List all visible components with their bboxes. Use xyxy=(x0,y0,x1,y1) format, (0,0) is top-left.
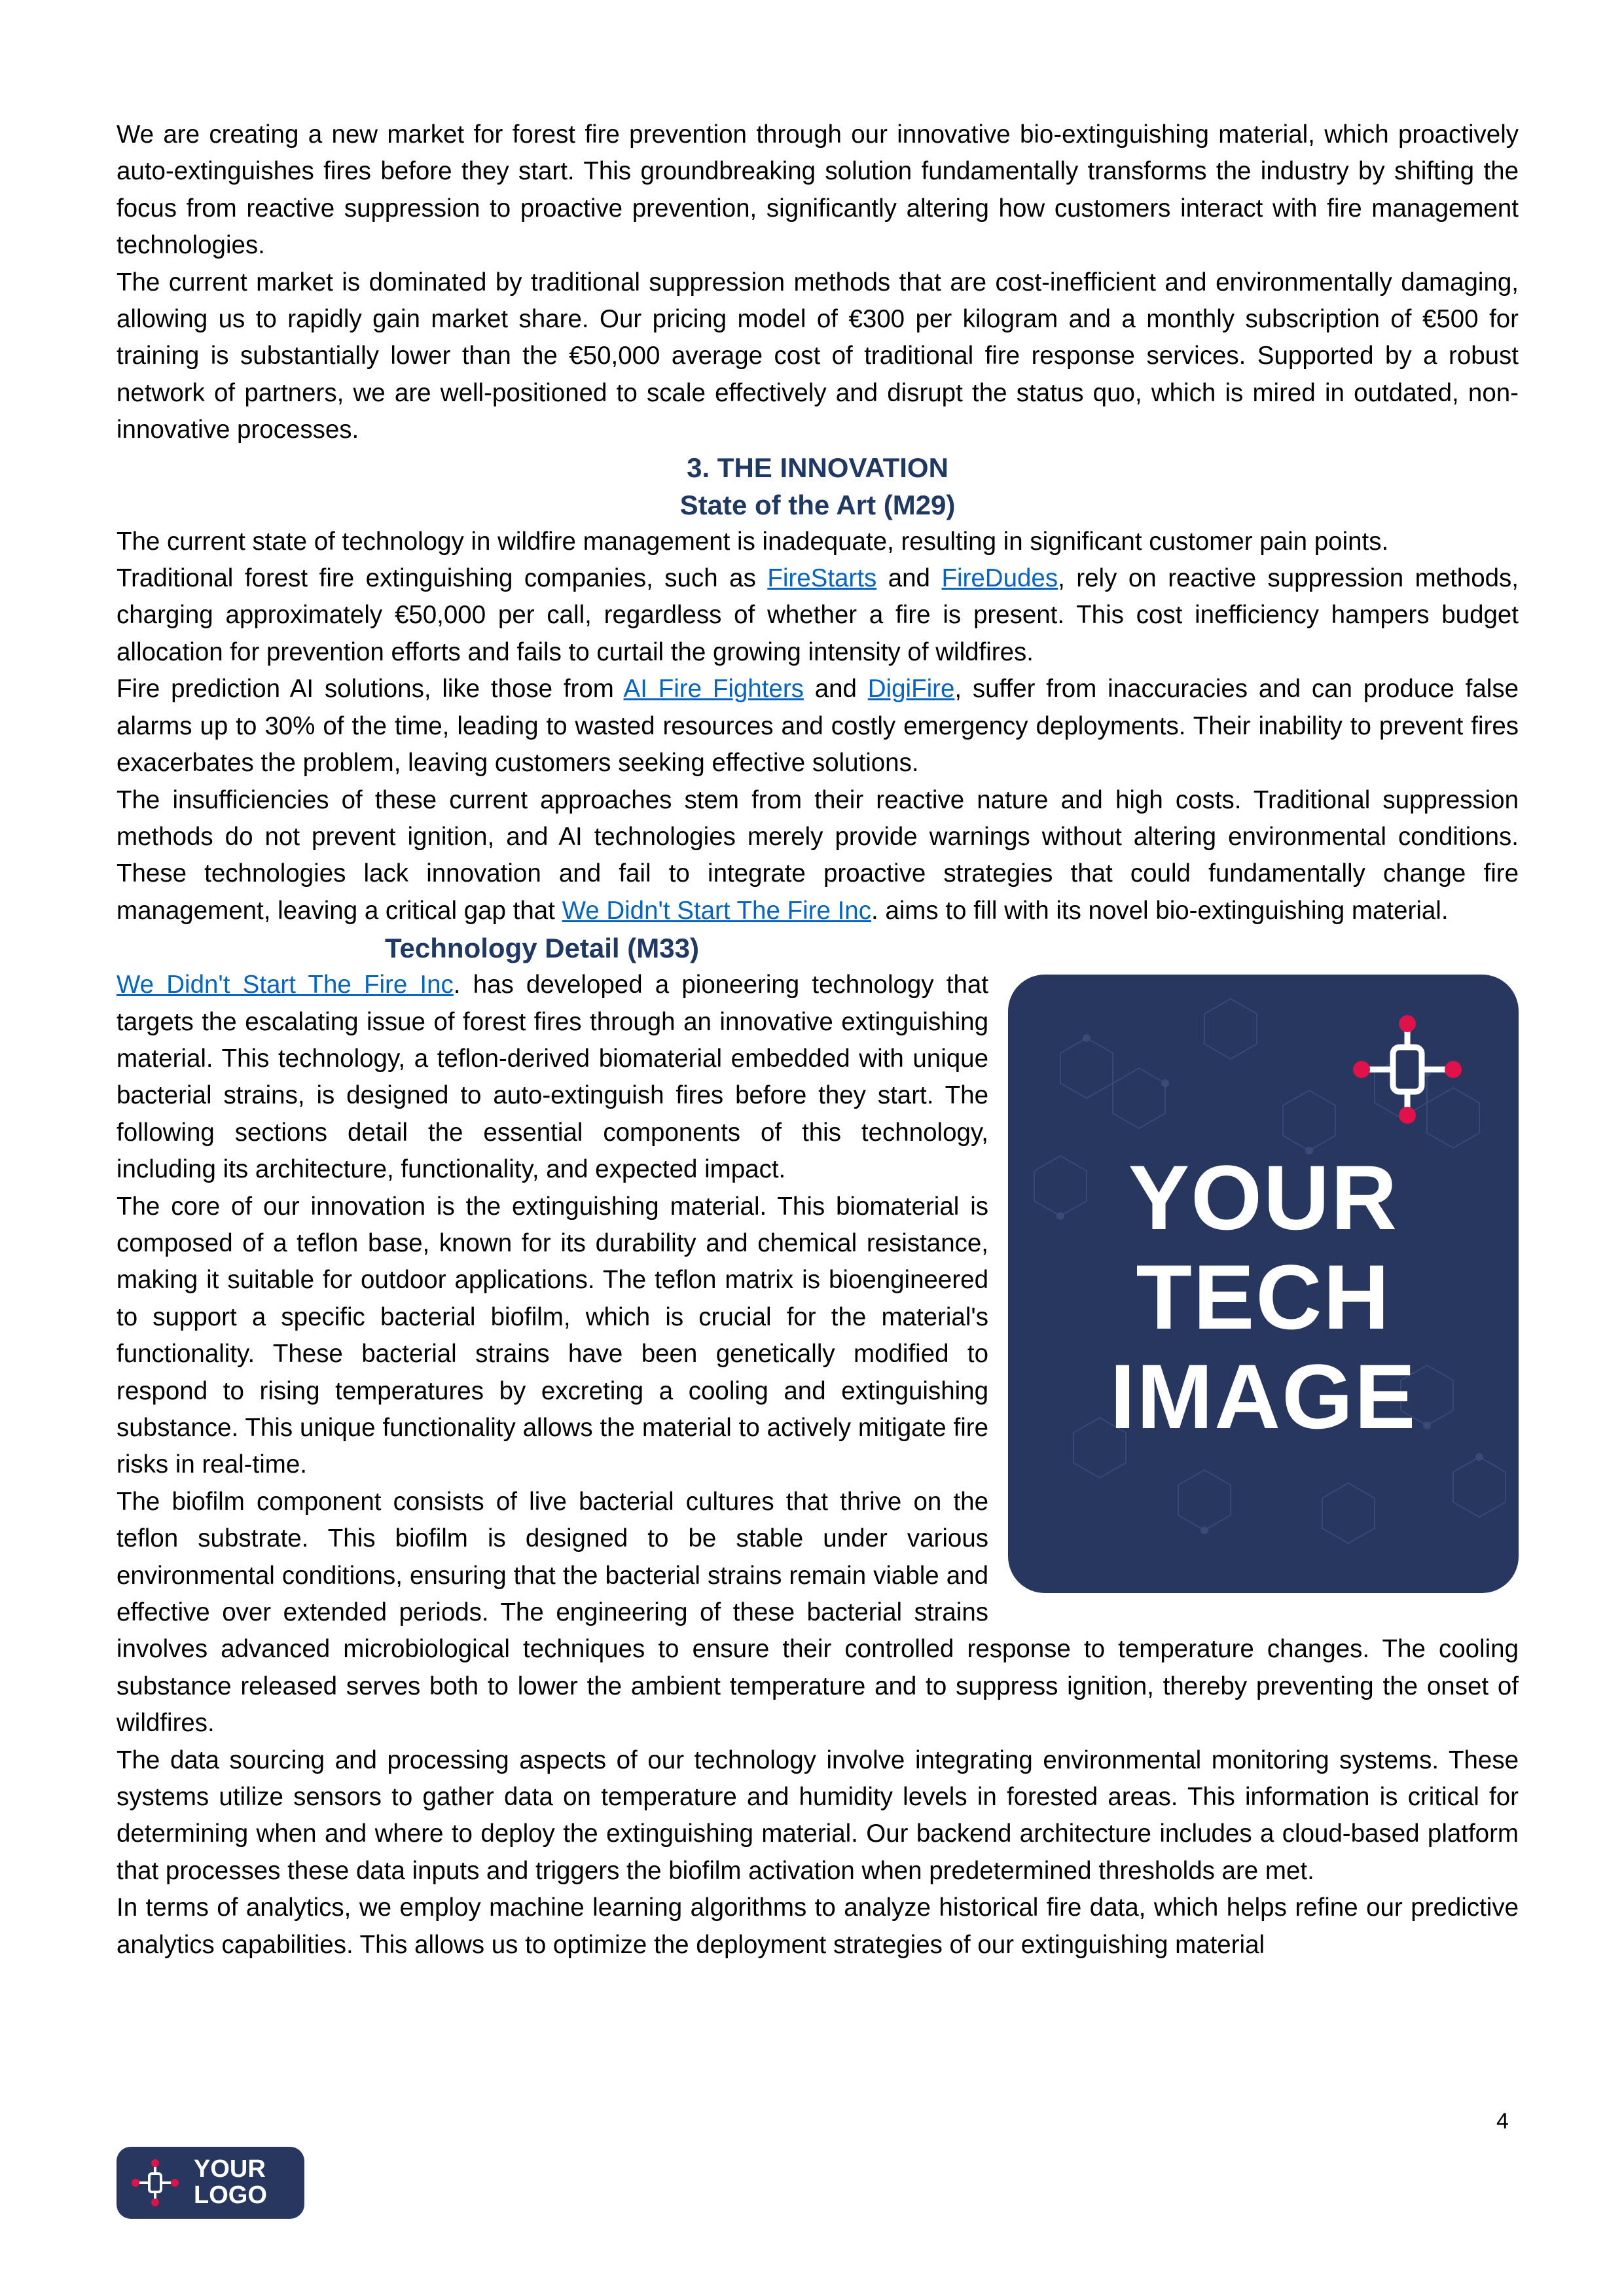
page-content xyxy=(117,117,1519,1964)
state-of-art-paragraph-2: Traditional forest fire extinguishing companies, such as FireStarts and FireDudes, rely on reactive suppression methods, charging approximately €50,000 per call, regardless of whether a fire is present. This cost inefficiency hampers budget allocation for prevention efforts and fails to curtail the growing intensity of wildfires. xyxy=(117,564,1519,666)
section-subtitle: State of the Art (M29) xyxy=(679,489,956,520)
tech-node-icon xyxy=(1353,1015,1462,1124)
link-company-2[interactable]: We Didn't Start The Fire Inc xyxy=(117,971,454,999)
state-of-art-paragraph-4: The insufficiencies of these current approaches stem from their reactive nature and high costs. Traditional suppression methods do not prevent ignition, and AI technologies merely provide warnings without altering environmental conditions. These technologies lack innovation and fail to integrate proactive strategies that could fundamentally change fire management, leaving a critical gap that We Didn't Start The Fire Inc. aims to fill with its novel bio-extinguishing material. xyxy=(117,785,1519,925)
link-digifire[interactable]: DigiFire xyxy=(867,675,955,704)
link-company[interactable]: We Didn't Start The Fire Inc xyxy=(562,896,871,925)
tech-detail-paragraph-4: The data sourcing and processing aspects of our technology involve integrating environmental monitoring systems. These systems utilize sensors to gather data on temperature and humidity levels in forested areas. This information is critical for determining when and where to deploy the extinguishing material. Our backend architecture includes a cloud-based platform that processes these data inputs and triggers the biofilm activation when predetermined thresholds are met. xyxy=(117,1746,1519,1885)
intro-paragraph-2: The current market is dominated by traditional suppression methods that are cost-inefficient and environmentally damaging, allowing us to rapidly gain market share. Our pricing model of €300 per kilogram and a monthly subscription of €500 for training is substantially lower than the €50,000 average cost of traditional fire response services. Supported by a robust network of partners, we are well-positioned to scale effectively and disrupt the status quo, which is mired in outdated, non-innovative processes. xyxy=(117,268,1519,444)
tech-detail-heading: Technology Detail (M33) xyxy=(385,933,699,964)
company-logo xyxy=(117,2147,304,2219)
tech-detail-paragraph-2: The core of our innovation is the extinguishing material. This biomaterial is composed of a teflon base, known for its durability and chemical resistance, making it suitable for outdoor applications. The teflon matrix is bioengineered to support a specific bacterial biofilm, which is crucial for the material's functionality. These bacterial strains have been genetically modified to respond to rising temperatures by excreting a cooling and extinguishing substance. This unique functionality allows the material to actively mitigate fire risks in real-time. xyxy=(117,1192,988,1479)
tech-image-placeholder xyxy=(1008,975,1519,1593)
link-firestarts[interactable]: FireStarts xyxy=(767,564,877,593)
tech-detail-paragraph-3: The biofilm component consists of live bacterial cultures that thrive on the teflon substrate. This biofilm is designed to be stable under various environmental conditions, ensuring that the bacterial strains remain viable and effective over extended periods. The engineering of these bacterial strains involves advanced microbiological techniques to ensure their controlled response to temperature changes. The cooling substance released serves both to lower the ambient temperature and to suppress ignition, thereby preventing the onset of wildfires. xyxy=(117,1487,1519,1738)
link-firedudes[interactable]: FireDudes xyxy=(941,564,1058,593)
intro-paragraph-1: We are creating a new market for forest fire prevention through our innovative bio-extinguishing material, which proactively auto-extinguishes fires before they start. This groundbreaking solution fundamentally transforms the industry by shifting the focus from reactive suppression to proactive prevention, significantly altering how customers interact with fire management technologies. xyxy=(117,120,1519,260)
tech-node-icon xyxy=(119,2147,191,2219)
state-of-art-paragraph-1: The current state of technology in wildfire management is inadequate, resulting in significant customer pain points. xyxy=(117,527,1389,556)
logo-text: YOUR LOGO xyxy=(194,2155,267,2209)
tech-detail-paragraph-1: We Didn't Start The Fire Inc. has developed a pioneering technology that targets the escalating issue of forest fires through an innovative extinguishing material. This technology, a teflon-derived biomaterial embedded with unique bacterial strains, is designed to auto-extinguish fires before they start. The following sections detail the essential components of this technology, including its architecture, functionality, and expected impact. xyxy=(117,971,988,1184)
tech-detail-paragraph-5: In terms of analytics, we employ machine learning algorithms to analyze historical fire data, which helps refine our predictive analytics capabilities. This allows us to optimize the deployment strategies of our extinguishing material xyxy=(117,1893,1519,1959)
state-of-art-paragraph-3: Fire prediction AI solutions, like those from AI Fire Fighters and DigiFire, suffer from inaccuracies and can produce false alarms up to 30% of the time, leading to wasted resources and costly emergency deployments. Their inability to prevent fires exacerbates the problem, leaving customers seeking effective solutions. xyxy=(117,675,1519,778)
page-number: 4 xyxy=(1496,2109,1509,2134)
link-ai-fire-fighters[interactable]: AI Fire Fighters xyxy=(623,675,804,704)
placeholder-text: YOUR TECH IMAGE xyxy=(1110,1146,1417,1448)
section-title: 3. THE INNOVATION xyxy=(687,452,948,483)
